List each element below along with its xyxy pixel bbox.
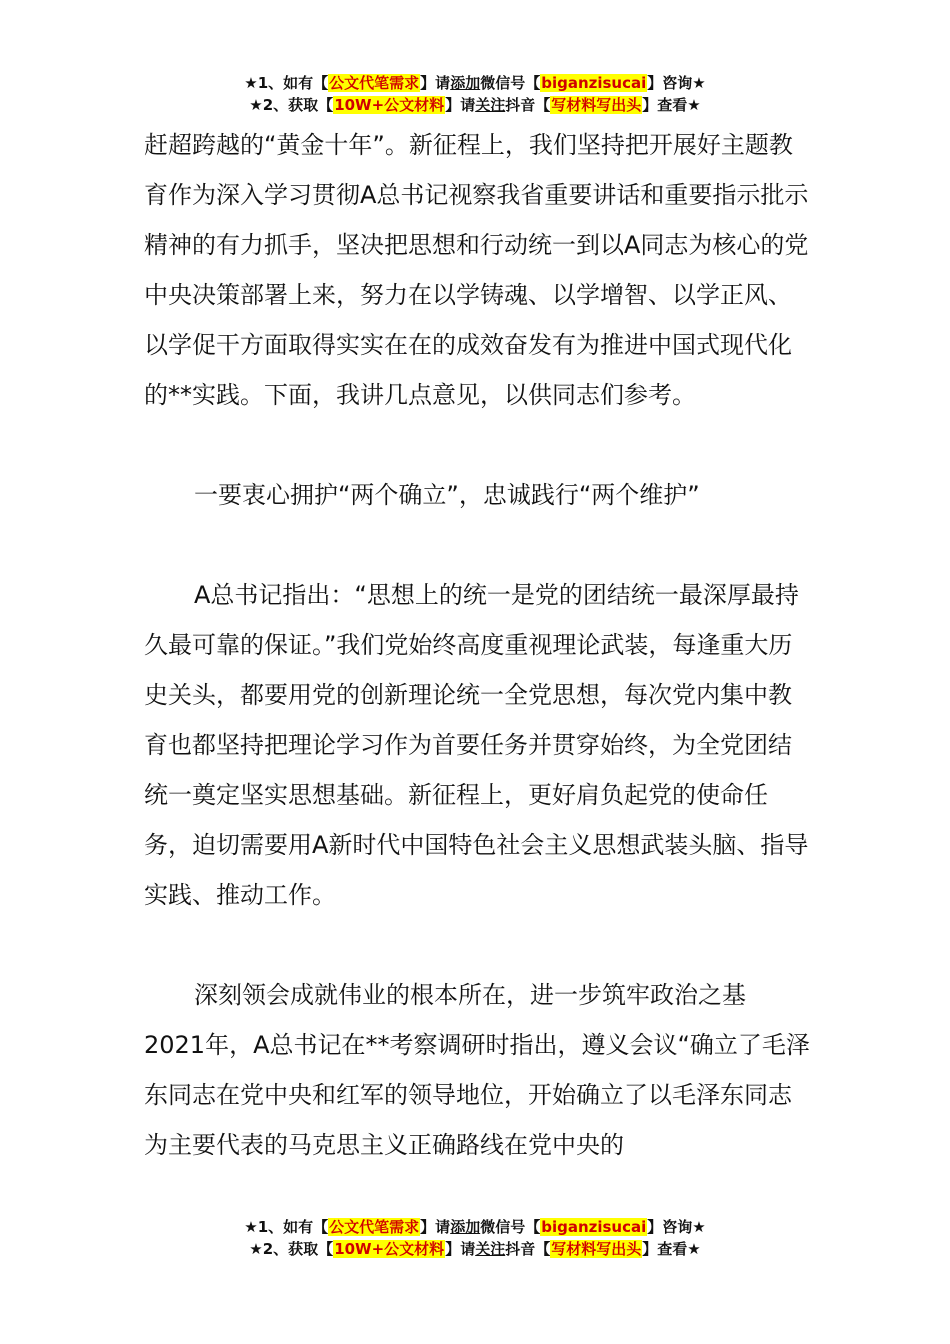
banner-line-2: ★2、获取【10W+公文材料】请关注抖音【写材料写出头】查看★ [249, 96, 701, 114]
highlight-wechat-id: biganzisucai [541, 74, 647, 92]
section-heading-1: 一要衷心拥护“两个确立”，忠诚践行“两个维护” [194, 481, 700, 509]
paragraph-zunyi: 2021年，A总书记在**考察调研时指出，遵义会议“确立了毛泽东同志在党中央和红军的领导地位，开始确立了以毛泽东同志为主要代表的马克思主义正确路线在党中央的 [144, 1031, 810, 1159]
footer-line-2: ★2、获取【10W+公文材料】请关注抖音【写材料写出头】查看★ [249, 1240, 701, 1258]
highlight-materials: 10W+公文材料 [334, 96, 445, 114]
banner-line-1: ★1、如有【公文代笔需求】请添加微信号【biganzisucai】咨询★ [244, 74, 706, 92]
highlight-douyin: 写材料写出头 [551, 96, 642, 114]
section-heading-2: 深刻领会成就伟业的根本所在，进一步筑牢政治之基 [194, 981, 746, 1009]
footer-line-1: ★1、如有【公文代笔需求】请添加微信号【biganzisucai】咨询★ [244, 1218, 706, 1236]
header-banner [0, 72, 950, 116]
footer-banner [0, 1216, 950, 1260]
highlight-service: 公文代笔需求 [329, 74, 420, 92]
document-body [144, 120, 810, 1170]
paragraph-intro: 赶超跨越的“黄金十年”。新征程上，我们坚持把开展好主题教育作为深入学习贯彻A总书记视察我省重要讲话和重要指示批示精神的有力抓手，坚决把思想和行动统一到以A同志为核心的党中央决策部署上来，努力在以学铸魂、以学增智、以学正风、以学促干方面取得实实在在的成效奋发有为推进中国式现代化的**实践。下面，我讲几点意见，以供同志们参考。 [144, 131, 809, 409]
paragraph-theory: A总书记指出：“思想上的统一是党的团结统一最深厚最持久最可靠的保证。”我们党始终高度重视理论武装，每逢重大历史关头，都要用党的创新理论统一全党思想，每次党内集中教育也都坚持把理论学习作为首要任务并贯穿始终，为全党团结统一奠定坚实思想基础。新征程上，更好肩负起党的使命任务，迫切需要用A新时代中国特色社会主义思想武装头脑、指导实践、推动工作。 [144, 581, 809, 909]
